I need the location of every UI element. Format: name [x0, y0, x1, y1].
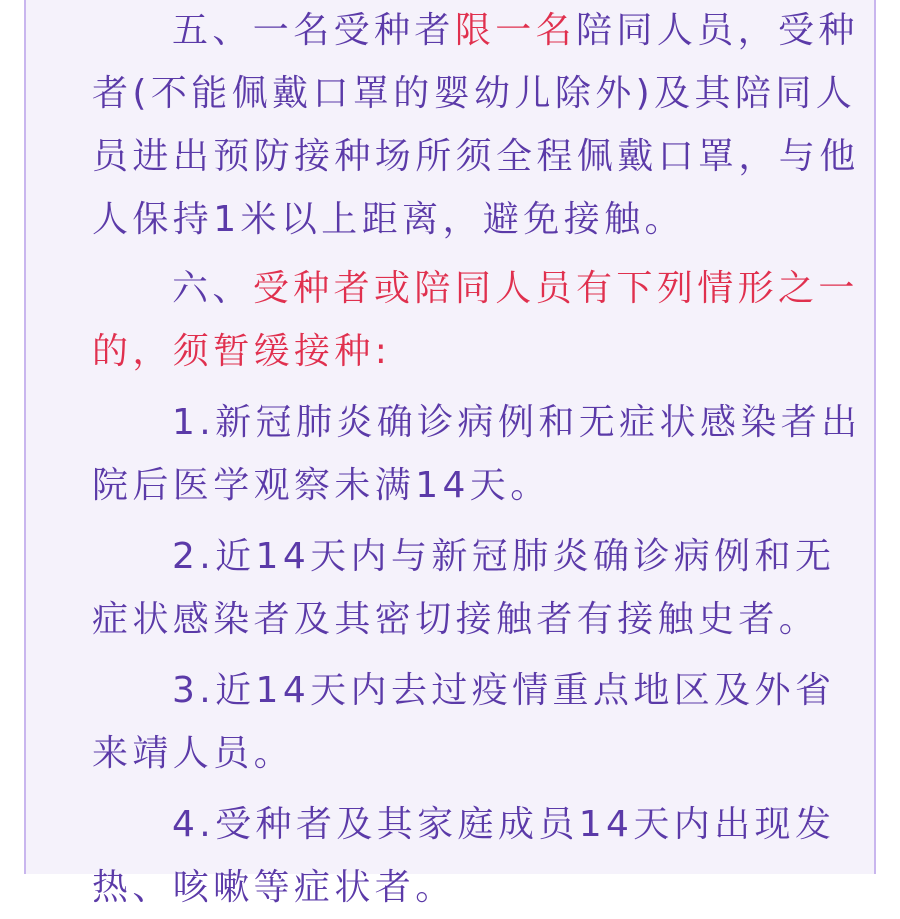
- companion-limit-highlight: 限一名: [454, 10, 577, 51]
- paragraph-companion-rules-intro: 五、一名受种者: [172, 10, 455, 51]
- list-item-condition-2: 2.近14天内与新冠肺炎确诊病例和无症状感染者及其密切接触者有接触史者。: [92, 536, 836, 640]
- paragraph-companion-rules-body: 陪同人员，受种者(不能佩戴口罩的婴幼儿除外)及其陪同人员进出预防接种场所须全程佩戴口罩，与他人保持1米以上距离，避免接触。: [92, 10, 860, 240]
- notice-content: [92, 0, 862, 919]
- document-panel: [24, 0, 876, 908]
- list-item-condition-3: 3.近14天内去过疫情重点地区及外省来靖人员。: [92, 670, 836, 774]
- list-item-condition-1: 1.新冠肺炎确诊病例和无症状感染者出院后医学观察未满14天。: [92, 402, 862, 506]
- postpone-conditions-highlight: 受种者或陪同人员有下列情形之一的，须暂缓接种:: [92, 268, 859, 372]
- paragraph-postpone-number: 六、: [172, 268, 253, 309]
- list-item-condition-4: 4.受种者及其家庭成员14天内出现发热、咳嗽等症状者。: [92, 804, 836, 908]
- paragraph-postpone-conditions: [92, 257, 862, 383]
- paragraph-companion-rules: [92, 0, 862, 251]
